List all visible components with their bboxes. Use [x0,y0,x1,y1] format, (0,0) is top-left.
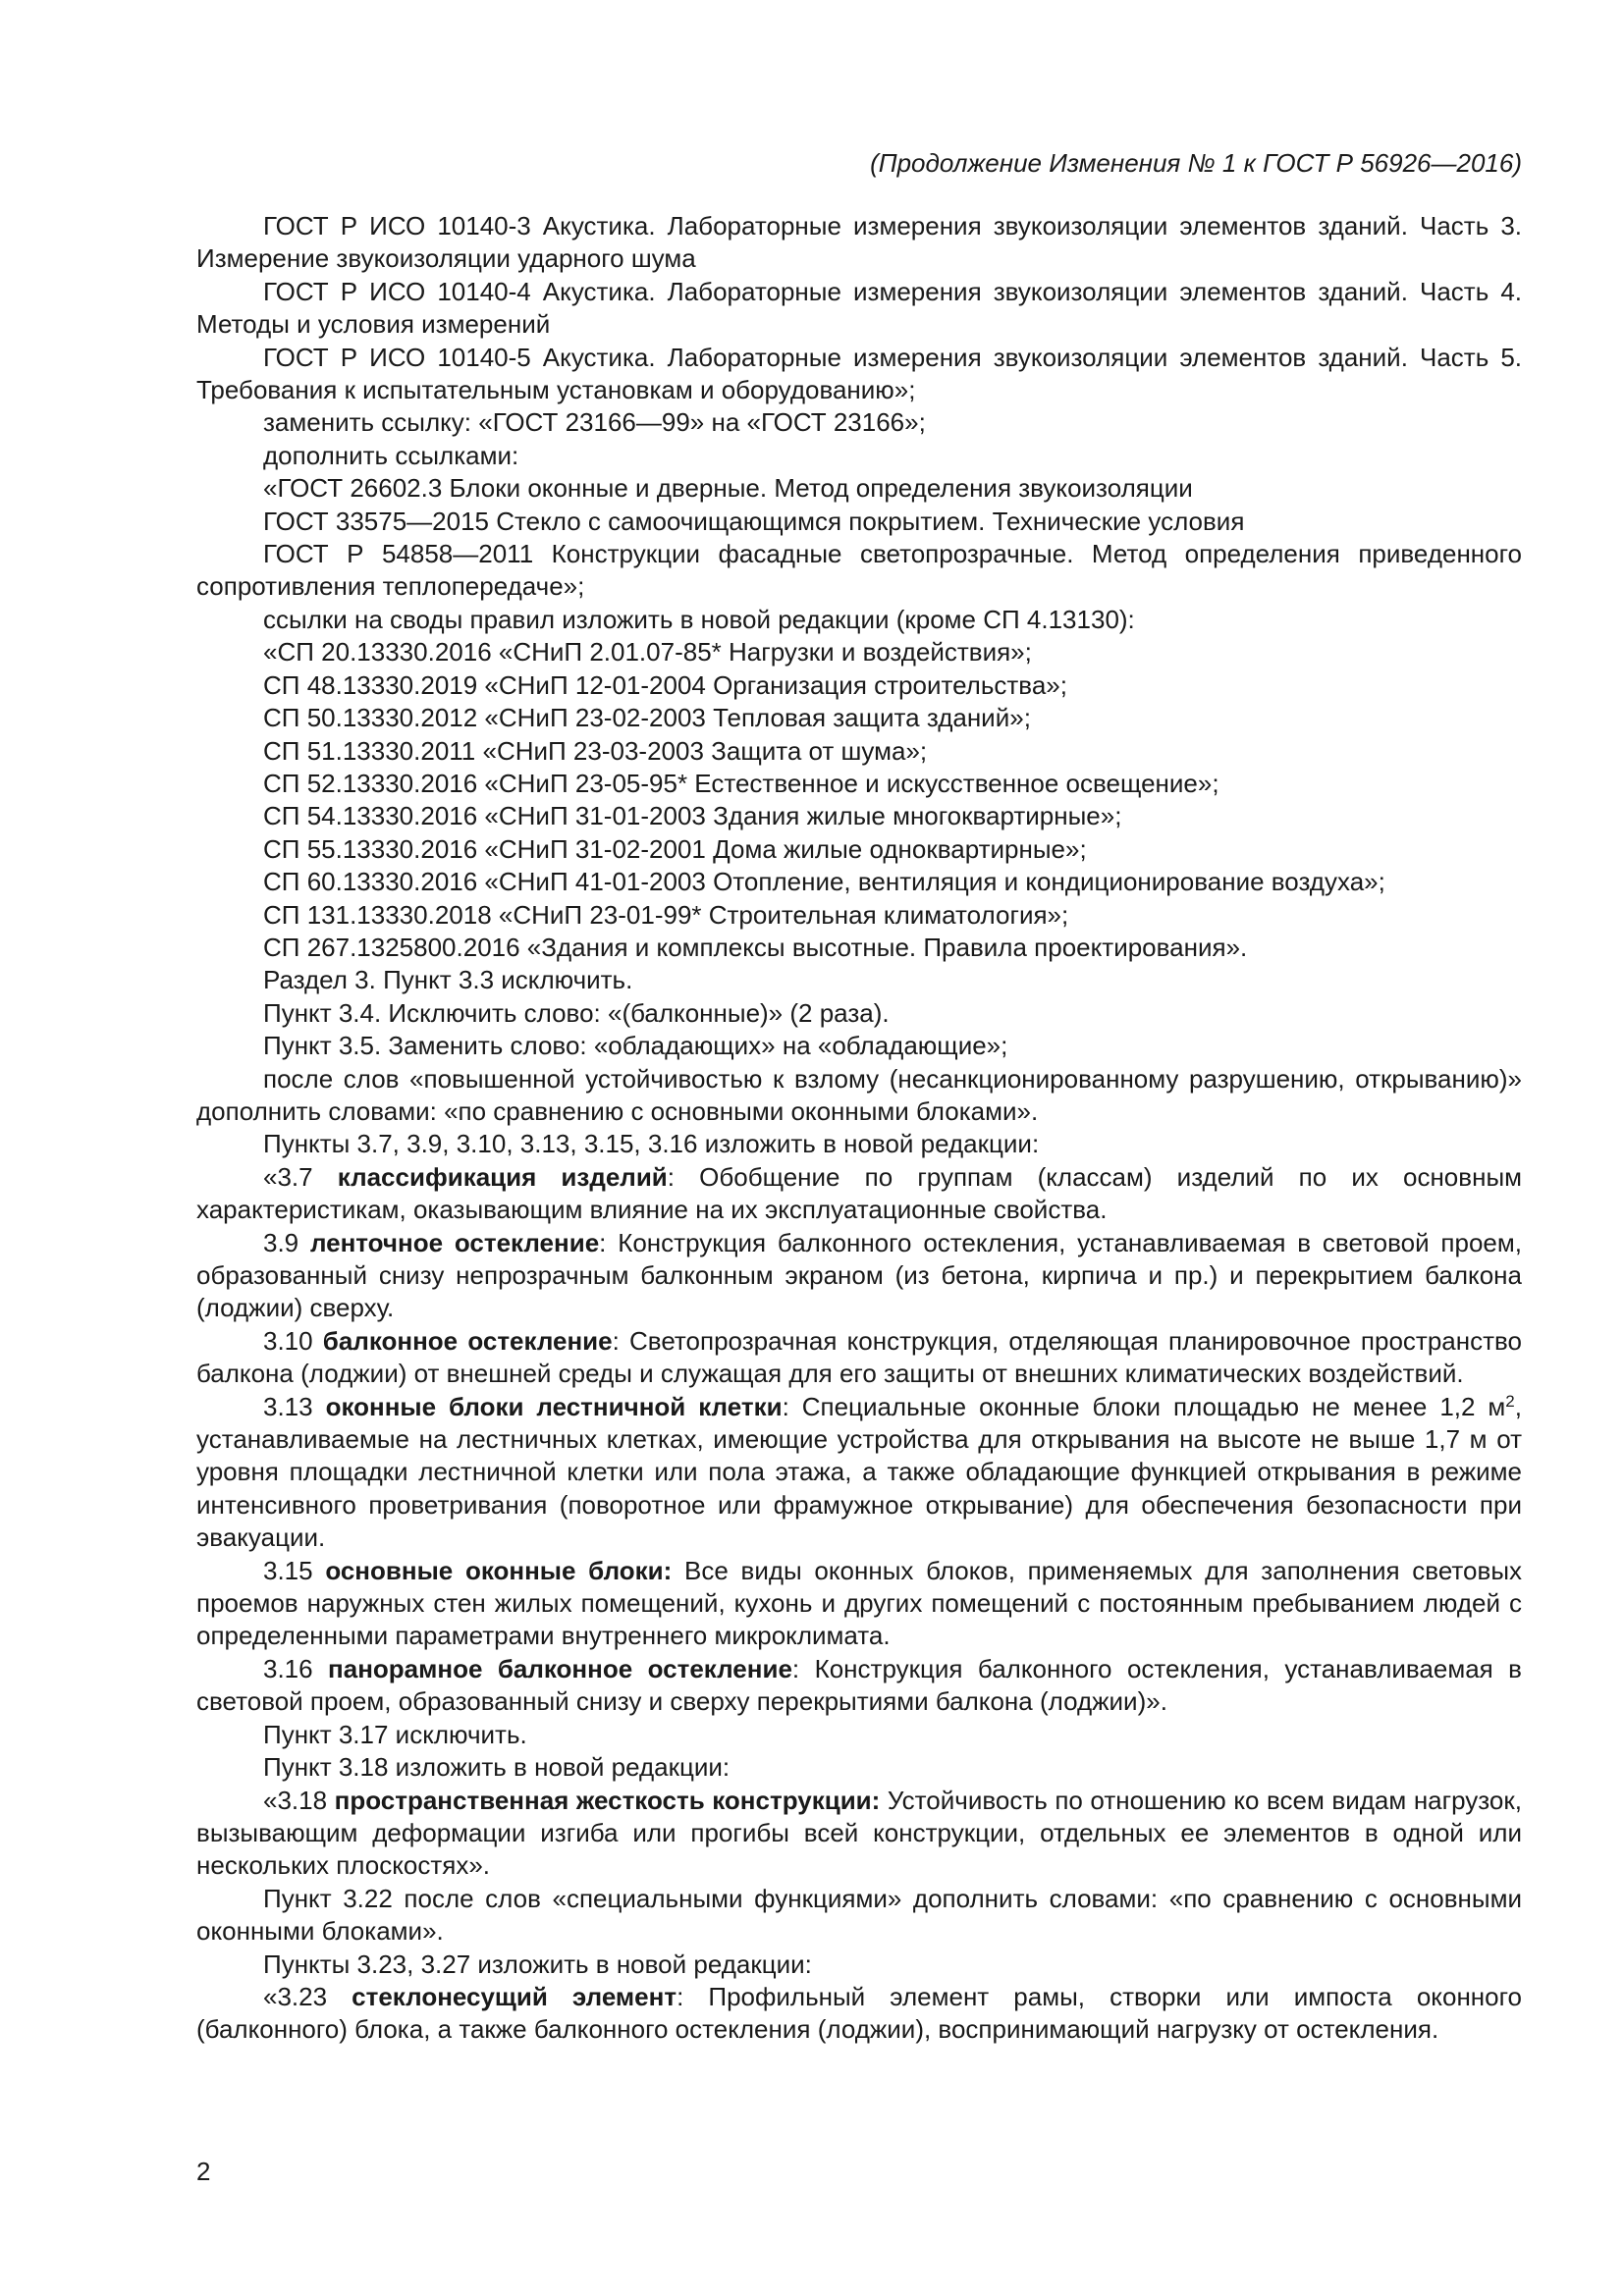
definition-number: «3.23 [263,1981,352,2011]
definition-number: «3.18 [263,1785,335,1815]
definition-text: : Конструкция балконного остекления, устанавливаемая в световой проем, образованный снизу непрозрачным балконным экраном (из бетона, кирпича и пр.) и перекрытием балкона (лоджии) сверху. [196,1227,1522,1323]
definition-paragraph [196,1325,1522,1391]
paragraph: Пункт 3.17 исключить. [263,1719,527,1749]
defined-term: ленточное остекление [309,1227,600,1257]
definition-text: : Профильный элемент рамы, створки или импоста оконного (балконного) блока, а также балконного остекления (лоджии), воспринимающий нагрузку от остекления. [196,1981,1522,2045]
definition-paragraph [196,1227,1522,1325]
definition-text: Все виды оконных блоков, применяемых для заполнения световых проемов наружных стен жилых помещений, кухонь и других помещений с постоянным пребыванием людей с определенными параметрами внутреннего микроклимата. [196,1555,1523,1651]
paragraph: СП 55.13330.2016 «СНиП 31-02-2001 Дома жилые одноквартирные»; [263,833,1087,864]
running-header: (Продолжение Изменения № 1 к ГОСТ Р 56926—2016) [870,148,1522,178]
defined-term: стеклонесущий элемент [352,1981,677,2011]
document-body [196,210,1522,2047]
paragraph: ГОСТ Р 54858—2011 Конструкции фасадные светопрозрачные. Метод определения приведенного сопротивления теплопередаче»; [196,539,1522,602]
paragraph: СП 51.13330.2011 «СНиП 23-03-2003 Защита от шума»; [263,735,928,766]
defined-term: классификация изделий [337,1161,668,1192]
definition-text-continued: , устанавливаемые на лестничных клетках, имеющие устройства для открывания на высоте не выше 1,7 м от уровня площадки лестничной клетки или пола этажа, а также обладающие функцией открывания в режиме интенсивного проветривания (поворотное или фрамужное открывание) для обеспечения безопасности при эвакуации. [196,1391,1522,1553]
paragraph: СП 54.13330.2016 «СНиП 31-01-2003 Здания жилые многоквартирные»; [263,801,1122,831]
paragraph: Пункт 3.18 изложить в новой редакции: [263,1752,731,1783]
paragraph: Пункт 3.4. Исключить слово: «(балконные)» (2 раза). [263,997,890,1028]
defined-term: оконные блоки лестничной клетки [325,1391,783,1421]
paragraph: ГОСТ Р ИСО 10140-4 Акустика. Лабораторные измерения звукоизоляции элементов зданий. Часть 4. Методы и условия измерений [196,276,1522,340]
paragraph: Пункты 3.7, 3.9, 3.10, 3.13, 3.15, 3.16 изложить в новой редакции: [263,1129,1040,1159]
definition-number: 3.16 [263,1653,329,1683]
paragraph: СП 50.13330.2012 «СНиП 23-02-2003 Тепловая защита зданий»; [263,703,1031,733]
defined-term: панорамное балконное остекление [328,1653,792,1683]
superscript: 2 [1505,1391,1515,1411]
defined-term: пространственная жесткость конструкции: [334,1785,881,1815]
definition-text: Устойчивость по отношению ко всем видам нагрузок, вызывающим деформации изгиба или прогибы всей конструкции, отдельных ее элементов в одной или нескольких плоскостях». [196,1785,1522,1881]
definition-text: : Специальные оконные блоки площадью не менее 1,2 м [782,1391,1506,1421]
definition-paragraph [196,1653,1522,1719]
definition-number: 3.15 [263,1555,326,1585]
paragraph: «СП 20.13330.2016 «СНиП 2.01.07-85* Нагрузки и воздействия»; [263,637,1032,667]
definition-text: : Светопрозрачная конструкция, отделяющая планировочное пространство балкона (лоджии) от внешней среды и служащая для его защиты от внешних климатических воздействий. [196,1325,1522,1389]
paragraph: дополнить ссылками: [263,440,519,470]
defined-term: основные оконные блоки: [325,1555,673,1585]
paragraph: ссылки на своды правил изложить в новой редакции (кроме СП 4.13130): [263,604,1135,634]
definition-paragraph [196,1981,1522,2047]
paragraph: СП 131.13330.2018 «СНиП 23-01-99* Строительная климатология»; [263,899,1069,930]
paragraph: ГОСТ Р ИСО 10140-3 Акустика. Лабораторные измерения звукоизоляции элементов зданий. Часть 3. Измерение звукоизоляции ударного шума [196,211,1522,274]
paragraph: СП 267.1325800.2016 «Здания и комплексы высотные. Правила проектирования». [263,932,1248,962]
definition-number: «3.7 [263,1161,338,1192]
paragraph: Раздел 3. Пункт 3.3 исключить. [263,965,633,995]
paragraph: Пункт 3.5. Заменить слово: «обладающих» на «обладающие»; [263,1031,1008,1061]
definition-paragraph [196,1161,1522,1227]
defined-term: балконное остекление [322,1325,613,1356]
definition-paragraph [196,1391,1522,1555]
paragraph: «ГОСТ 26602.3 Блоки оконные и дверные. Метод определения звукоизоляции [263,473,1193,504]
definition-number: 3.10 [263,1325,323,1356]
paragraph: ГОСТ Р ИСО 10140-5 Акустика. Лабораторные измерения звукоизоляции элементов зданий. Часть 5. Требования к испытательным установкам и оборудованию»; [196,342,1522,405]
definition-number: 3.9 [263,1227,310,1257]
paragraph: ГОСТ 33575—2015 Стекло с самоочищающимся покрытием. Технические условия [263,506,1245,536]
definition-paragraph [196,1555,1522,1653]
definition-text: : Обобщение по группам (классам) изделий по их основным характеристикам, оказывающим влияние на их эксплуатационные свойства. [196,1161,1523,1225]
paragraph: СП 52.13330.2016 «СНиП 23-05-95* Естественное и искусственное освещение»; [263,768,1219,798]
paragraph: Пункты 3.23, 3.27 изложить в новой редакции: [263,1949,812,1979]
page-number: 2 [196,2157,211,2186]
paragraph: СП 60.13330.2016 «СНиП 41-01-2003 Отопление, вентиляция и кондиционирование воздуха»; [263,867,1385,897]
paragraph: заменить ссылку: «ГОСТ 23166—99» на «ГОСТ 23166»; [263,407,926,438]
definition-text: : Конструкция балконного остекления, устанавливаемая в световой проем, образованный снизу и сверху перекрытиями балкона (лоджии)». [196,1653,1522,1717]
definition-paragraph [196,1785,1522,1883]
paragraph: СП 48.13330.2019 «СНиП 12-01-2004 Организация строительства»; [263,669,1067,700]
definition-number: 3.13 [263,1391,326,1421]
paragraph: после слов «повышенной устойчивостью к взлому (несанкционированному разрушению, открыванию)» дополнить словами: «по сравнению с основными оконными блоками». [196,1063,1522,1126]
paragraph: Пункт 3.22 после слов «специальными функциями» дополнить словами: «по сравнению с основными оконными блоками». [196,1883,1522,1947]
